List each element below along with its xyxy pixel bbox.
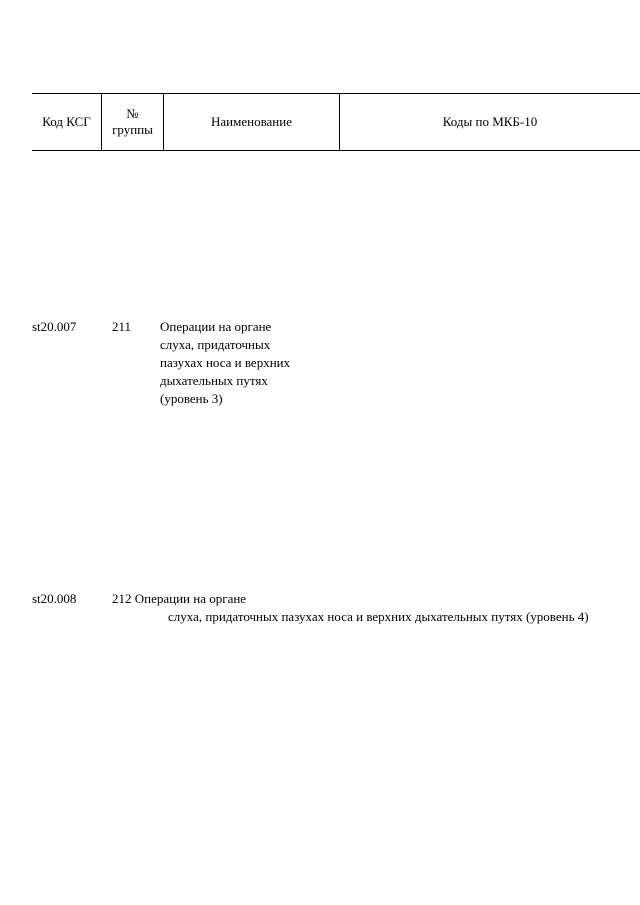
row-name-line: слуха, придаточных [160, 337, 271, 352]
row-name [160, 318, 290, 408]
row-name-line: пазухах носа и верхних [160, 355, 291, 370]
header-name: Наименование [164, 94, 340, 150]
row-ksg-code: st20.008 [32, 591, 77, 606]
row-name-continuation: слуха, придаточных пазухах носа и верхних дыхательных путях (уровень 4) [168, 609, 589, 624]
header-mkb-codes: Коды по МКБ-10 [442, 114, 538, 129]
row-name-line: (уровень 3) [160, 391, 223, 406]
header-number-word: группы [112, 122, 153, 137]
header-group-number [102, 94, 164, 150]
row-ksg-code: st20.007 [32, 319, 77, 334]
table-header [32, 93, 640, 151]
row-name-line: дыхательных путях [160, 373, 268, 388]
row-number-and-name-start: 212 Операции на органе [112, 591, 247, 606]
row-name-line: Операции на органе [160, 319, 272, 334]
row-group-number: 211 [112, 319, 132, 334]
header-code-ksg: Код КСГ [32, 94, 102, 150]
header-number-symbol: № [126, 106, 139, 121]
